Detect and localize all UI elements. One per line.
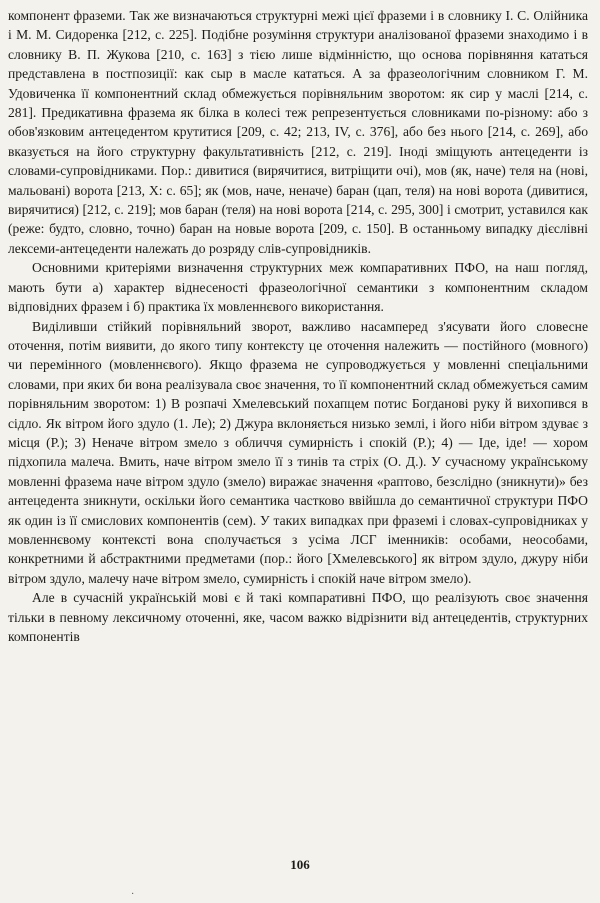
paragraph: компонент фраземи. Так же визначаються структурні межі цієї фраземи і в словнику І. С. Олійника і М. М. Сидоренка [212, с. 225]. Подібне розуміння структури аналізованої фраземи знаходимо і в словнику В. П. Жукова [210, с. 163] з тією лише відмінністю, що основа порівняння кататься представлена в постпозиції: как сыр в масле кататься. А за фразеологічним словником Г. М. Удовиченка її компонентний склад обмежується порівняльним зворотом: як сир у маслі [214, с. 281]. Предикативна фразема як білка в колесі теж репрезентується словниками по-різному: або з обов'язковим антецедентом крутитися [209, с. 42; 213, IV, с. 376], або без нього [214, с. 269], або вказується на його структурну факультативність [212, с. 219]. Іноді зміщують антецеденти із словами-супровідниками. Пор.: дивитися (вирячитися, витріщити очі), мов (як, наче) теля на (нові, мальовані) ворота [213, X: с. 65]; як (мов, наче, неначе) баран (цап, теля) на нові ворота (дивитися, вирячитися) [212, с. 219]; мов баран (теля) на нові ворота [214, с. 295, 300] і смотрит, уставился как (реже: будто, словно, точно) баран на новые ворота [209, с. 150]. В останньому випадку дієслівні лексеми-антецеденти належать до розряду слів-супровідників. bbox=[8, 8, 588, 256]
page-number: 106 bbox=[290, 857, 310, 872]
print-mark: · bbox=[131, 889, 135, 900]
body-text bbox=[8, 6, 588, 646]
paragraph: Виділивши стійкий порівняльний зворот, важливо насамперед з'ясувати його словесне оточення, потім виявити, до якого типу контексту це оточення належить — постійного (мовного) чи перемінного (мовленнєвого). Якщо фразема не супроводжується у мовленні спеціальними словами, при яких би вона реалізувала своє значення, то її компонентний склад обмежується самим порівняльним зворотом: 1) В розпачі Хмелевський похапцем потис Богданові руку й вихопився в сідло. Як вітром його здуло (1. Ле); 2) Джура вклоняється низько землі, і його ніби вітром здуває з місця (Р.); 3) Неначе вітром змело з обличчя сумирність і спокій (Р.); 4) — Іде, іде! — хором підхопила малеча. Вмить, наче вітром змело її з тинів та стріх (О. Д.). У сучасному українському мовленні фразема наче вітром здуло (змело) виражає значення «раптово, безслідно (зникнути)» без антецедента зникнути, оскільки його семантика частково ввійшла до семантичної структури ПФО як один із її смислових компонентів (сем). У таких випадках при фраземі і словах-супровідниках у мовленнєвому контексті вона сполучається з усіма ЛСГ іменників: особами, неособами, конкретними й абстрактними предметами (пор.: його [Хмелевського] як вітром здуло, джуру ніби вітром здуло, малечу наче вітром змело, сумирність і спокій наче вітром змело). bbox=[8, 318, 588, 586]
paragraph: Основними критеріями визначення структурних меж компаративних ПФО, на наш погляд, мають бути а) характер віднесеності фразеологічної семантики з компонентним складом відповідних фразем і б) практика їх мовленнєвого використання. bbox=[8, 260, 588, 315]
paragraph: Але в сучасній українській мові є й такі компаративні ПФО, що реалізують своє значення тільки в певному лексичному оточенні, яке, часом важко відрізнити від антецедентів, структурних компонентів bbox=[8, 590, 588, 644]
